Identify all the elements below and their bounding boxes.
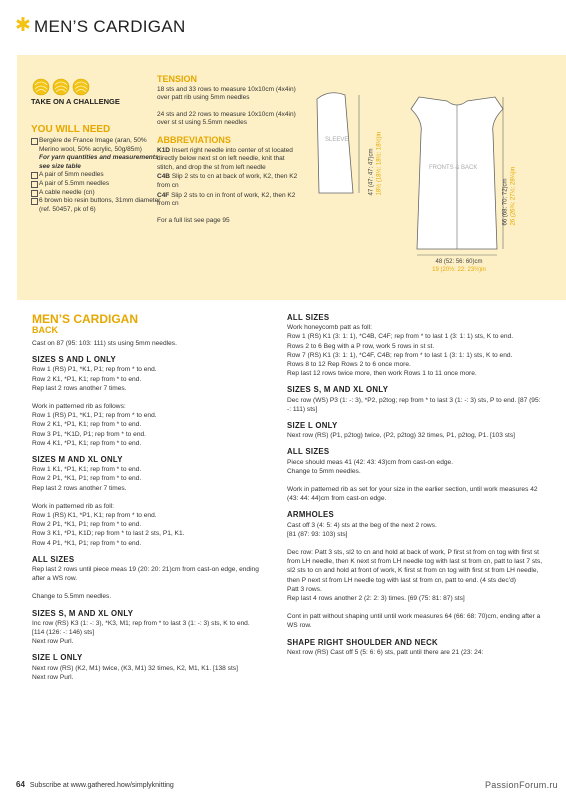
section-heading: ALL SIZES [32,554,75,564]
instruction: Row 1 (RS) K1 (3: 1: 1), *C4B, C4F; rep from * to last 1 (3: 1: 1) sts, K to end. [287,333,514,341]
list-item: Bergère de France Image (aran, 50% Merino wool, 50% acrylic, 50g/85m) [31,137,166,154]
instruction: Row 1 (RS) K1, *P1, K1; rep from * to end. [32,512,157,520]
instruction: Next row Purl. [32,673,74,681]
section-heading: SIZES S, M AND XL ONLY [32,608,134,618]
instruction: Rep last 4 rows another 2 (2: 2: 3) times. [69 (75: 81: 87) sts] [287,595,465,603]
info-panel [17,55,566,300]
instruction: Row 2 K1, *P1, K1; rep from * to end. [32,421,142,429]
instruction: Row 4 K1, *P1, K1; rep from * to end. [32,439,142,447]
abbreviation: C4B Slip 2 sts to cn at back of work, K2, then K2 from cn [157,173,298,189]
instruction: Change to 5.5mm needles. [32,593,112,601]
instruction: Dec row (WS) P3 (1: -: 3), *P2, p2tog; rep from * to last 3 (1: -: 3) sts, P to end. [87 (95: -: 111) sts] [287,396,541,413]
instruction: Work in patterned rib as follows: [32,403,126,411]
size-schematic [307,73,537,288]
instruction: Row 2 P1, *K1, P1; rep from * to end. [32,521,142,529]
section-heading: SHAPE RIGHT SHOULDER AND NECK [287,637,438,647]
page-header [0,0,566,50]
instruction: Rows 8 to 12 Rep Rows 2 to 6 once more. [287,361,411,369]
section-heading: ALL SIZES [287,447,330,457]
instruction: Row 1 K1, *P1, K1; rep from * to end. [32,466,142,474]
back-title: BACK [32,325,58,335]
page-title: MEN’S CARDIGAN [34,17,186,36]
full-list-note: For a full list see page 95 [157,216,230,224]
instruction: Dec row: Patt 3 sts, sl2 to cn and hold at back of work, P first st from cn tog with first st from LH needle, then K next st from LH needle tog with last st from cn, patt to last 7 sts, sl2 sts to cn and hold at front of work, K first st from cn tog with first st from LH needle, then P next st from LH needle tog with last st from cn, patt to end. (4 sts dec’d) [287,549,543,584]
body-length: 66 (68: 70: 72)cm 26 (26¾: 27½: 28¼)in [502,166,516,226]
instruction: Next row Purl. [32,638,74,646]
list-item: A pair of 5mm needles [31,171,166,180]
section-heading: SIZE L ONLY [32,653,83,663]
page-number: 64 [16,780,25,789]
instruction: Next row (RS) Cast off 5 (5: 6: 6) sts, patt until there are 21 (23: 24: [287,648,484,656]
instruction: Work in patterned rib as foll: [32,502,114,510]
list-item: A pair of 5.5mm needles [31,180,166,189]
subscribe-link[interactable]: Subscribe at www.gathered.how/simplyknitting [29,782,174,789]
instruction: Patt 3 rows. [287,585,322,593]
sleeve-length: 47 (47: 47: 47)cm 18½ (18½: 18½: 18½)in [368,131,382,196]
list-item: A cable needle (cn) [31,189,166,198]
instruction: Row 7 (RS) K1 (3: 1: 1), *C4F, C4B; rep from * to last 1 (3: 1: 1) sts, K to end. [287,351,513,359]
section-heading: ARMHOLES [287,510,335,520]
instruction: Rows 2 to 6 Beg with a P row, work 5 rows in st st. [287,342,435,350]
instruction: Row 4 P1, *K1, P1; rep from * to end. [32,539,142,547]
instruction: Rep last 2 rows another 7 times. [32,484,127,492]
instruction: Rep last 12 rows twice more, then work Rows 1 to 11 once more. [287,370,477,378]
instruction: Row 2 K1, *P1, K1; rep from * to end. [32,375,142,383]
section-heading: SIZES S, M AND XL ONLY [287,385,389,395]
body-width: 48 (52: 56: 60)cm 19 (20½: 22: 23½)in [432,259,486,273]
pattern-title: MEN’S CARDIGAN [32,312,139,326]
instruction: Cast on 87 (95: 103: 111) sts using 5mm needles. [32,340,177,347]
section-heading: SIZES S AND L ONLY [32,355,116,365]
instruction: Inc row (RS) K3 (1: -: 3), *K3, M1; rep from * to last 3 (1: -: 3) sts, K to end. [114 (126: -: 146) sts] [32,619,250,637]
tension-abbreviations [157,75,302,225]
instruction: [81 (87: 93: 103) sts] [287,530,348,538]
watermark: PassionForum.ru [484,780,558,790]
tension-text: 24 sts and 22 rows to measure 10x10cm (4x4in) over st st using 5.5mm needles [157,110,296,127]
materials-list [31,137,166,214]
section-heading: ALL SIZES [287,313,330,322]
instruction: Piece should meas 41 (42: 43: 43)cm from cast-on edge. [287,458,454,466]
section-heading: SIZE L ONLY [287,421,338,431]
abbreviation: C4F Slip 2 sts to cn in front of work, K2, then K2 from cn [157,191,296,208]
instruction: Row 1 (RS) P1, *K1, P1; rep from * to end. [32,366,157,374]
instruction: Row 1 (RS) P1, *K1, P1; rep from * to end. [32,412,157,420]
pattern-left-column [32,313,262,682]
instruction: Row 3 K1, *P1, K1D; rep from * to last 2 sts, P1, K1. [32,530,185,538]
instruction: Next row (RS) (K2, M1) twice, (K3, M1) 32 times, K2, M1, K1. [138 sts] [32,664,238,672]
list-item: For yarn quantities and measurements see size table [39,154,159,170]
challenge-level: TAKE ON A CHALLENGE [31,97,120,106]
body-label: FRONTS & BACK [429,165,478,171]
instruction: Row 2 P1, *K1, P1; rep from * to end. [32,475,142,483]
instruction: Cast off 3 (4: 5: 4) sts at the beg of the next 2 rows. [287,521,437,529]
page-footer [16,780,174,789]
tension-text: 18 sts and 33 rows to measure 10x10cm (4x4in) over patt rib using 5mm needles [157,85,296,102]
pattern-right-column [287,313,545,657]
instruction: Row 3 P1, *K1D, P1; rep from * to end. [32,430,146,438]
instruction: Work in patterned rib as set for your size in the earlier section, until work measures 42 (43: 44: 44)cm from cast-on edge. [287,486,538,503]
instruction: Change to 5mm needles. [287,467,361,475]
abbreviations-title: ABBREVIATIONS [157,134,231,145]
list-item: 6 brown bio resin buttons, 31mm diameter (ref. 50457, pk of 6) [31,197,166,214]
you-will-need-title: YOU WILL NEED [31,124,111,135]
abbreviation: K1D Insert right needle into center of st located directly below next st on left needle, knit that stitch, and drop the st from left needle [157,146,293,171]
instruction: Cont in patt without shaping until until work measures 64 (66: 68: 70)cm, ending after a WS row. [287,613,541,630]
instruction: Rep last 2 rows until piece meas 19 (20: 20: 21)cm from cast-on edge, ending after a WS row. [32,566,259,583]
instruction: Work honeycomb patt as foll: [287,324,372,332]
star-icon: ✱ [15,15,31,36]
section-heading: SIZES M AND XL ONLY [32,455,123,465]
sleeve-label: SLEEVE [325,137,349,143]
instruction: Rep last 2 rows another 7 times. [32,384,127,392]
instruction: Next row (RS) (P1, p2tog) twice, (P2, p2tog) 32 times, P1, p2tog, P1. [103 sts] [287,432,515,440]
tension-title: TENSION [157,74,198,84]
